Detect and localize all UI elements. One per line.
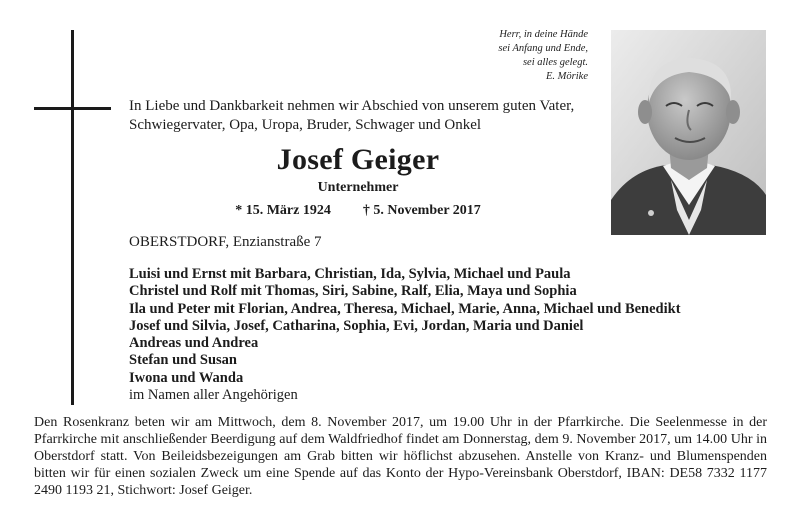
funeral-notice: Den Rosenkranz beten wir am Mittwoch, dem 8. November 2017, um 19.00 Uhr in der Pfarrkirche. Die Seelenmesse in der Pfarrkirche mit anschließender Beerdigung auf dem Waldfriedhof findet am Donnerstag, dem 9. November 2017, um 14.00 Uhr in Oberstdorf statt. Von Beileidsbezeigungen am Grab bitten wir höflichst abzusehen. Anstelle von Kranz- und Blumenspenden bitten wir für einen sozialen Zweck um eine Spende auf das Konto der Hypo-Vereinsbank Oberstdorf, IBAN: DE58 7332 1177 2490 1193 21, Stichwort: Josef Geiger.: [34, 415, 767, 498]
quote-block: [498, 28, 588, 84]
intro-text: In Liebe und Dankbarkeit nehmen wir Abschied von unserem guten Vater, Schwiegervater, Opa, Uropa, Bruder, Schwager und Onkel: [129, 98, 575, 133]
quote-line: Herr, in deine Hände: [499, 29, 588, 40]
family-line: Iwona und Wanda: [129, 369, 244, 386]
quote-line: sei alles gelegt.: [522, 57, 588, 68]
family-line: Luisi und Ernst mit Barbara, Christian, Ida, Sylvia, Michael und Paula: [129, 266, 571, 282]
death-date: † 5. November 2017: [362, 203, 481, 218]
family-line: Andreas und Andrea: [129, 335, 259, 352]
family-list: [129, 266, 789, 404]
portrait-image: [611, 30, 766, 235]
behalf-line: im Namen aller Angehörigen: [129, 387, 298, 404]
cross-icon-horizontal: [34, 107, 111, 110]
cross-icon-vertical: [71, 30, 74, 405]
family-line: Josef und Silvia, Josef, Catharina, Sophia, Evi, Jordan, Maria und Daniel: [129, 317, 584, 334]
deceased-title: Unternehmer: [317, 180, 399, 195]
birth-date: * 15. März 1924: [235, 203, 331, 218]
deceased-name: Josef Geiger: [276, 143, 440, 176]
life-dates: [129, 203, 587, 219]
family-line: Stefan und Susan: [129, 352, 237, 369]
family-line: Christel und Rolf mit Thomas, Siri, Sabine, Ralf, Elia, Maya und Sophia: [129, 283, 577, 300]
family-line: Ila und Peter mit Florian, Andrea, Theresa, Michael, Marie, Anna, Michael und Benedikt: [129, 300, 681, 317]
location: OBERSTDORF, Enzianstraße 7: [129, 234, 322, 250]
quote-author: E. Mörike: [546, 71, 588, 82]
quote-line: sei Anfang und Ende,: [498, 43, 588, 54]
portrait-photo: [611, 30, 766, 235]
